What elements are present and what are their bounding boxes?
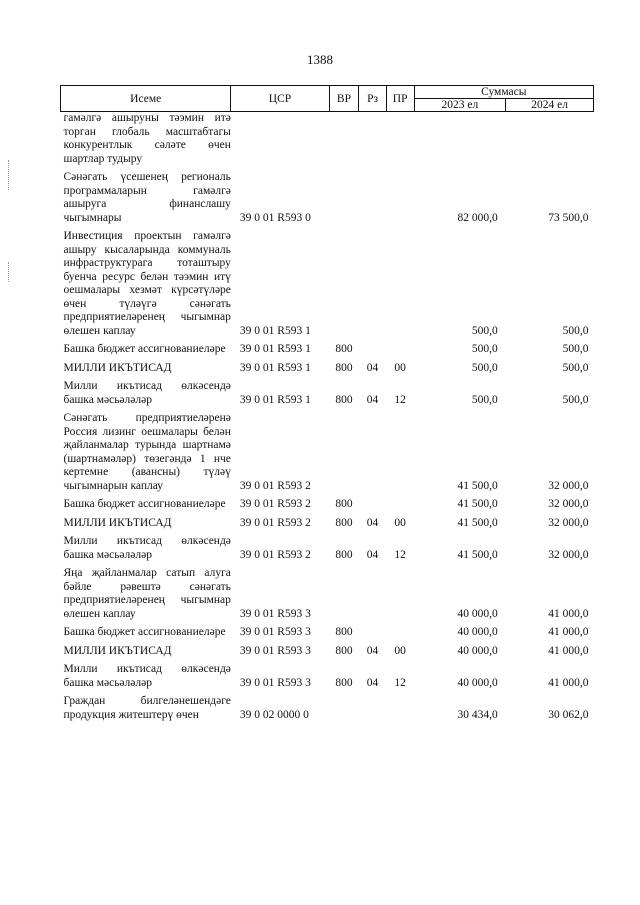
- row-name: МИЛЛИ ИКЪТИСАД: [63, 644, 172, 657]
- row-rz: 04: [366, 361, 379, 374]
- row-csr: 39 0 01 R593 3: [239, 626, 311, 638]
- row-sum-2023: 30 434,0: [457, 708, 498, 721]
- row-pr: [386, 567, 414, 626]
- row-rz: [359, 171, 386, 230]
- row-sum-2024: 41 000,0: [548, 644, 589, 657]
- row-csr: 39 0 01 R593 1: [239, 393, 311, 406]
- row-vr: 800: [335, 548, 353, 561]
- row-rz: [359, 112, 386, 172]
- row-sum-2023: 41 500,0: [457, 516, 498, 529]
- row-name: Башка бюджет ассигнованиеләре: [63, 626, 226, 638]
- row-sum-2023: 41 500,0: [457, 548, 498, 561]
- row-vr: [329, 412, 359, 498]
- row-csr: 39 0 01 R593 0: [239, 211, 311, 224]
- row-name: МИЛЛИ ИКЪТИСАД: [63, 361, 172, 374]
- header-csr: ЦСР: [231, 86, 329, 112]
- row-vr: [329, 567, 359, 626]
- row-vr: 800: [335, 676, 353, 689]
- row-sum-2023: 500,0: [471, 361, 498, 374]
- row-name: Башка бюджет ассигнованиеләре: [63, 343, 226, 355]
- margin-mark: [8, 262, 10, 282]
- table-row: [61, 230, 594, 343]
- row-sum-2023: 40 000,0: [457, 607, 498, 620]
- row-name: гамәлгә ашыруны тәэмин итә торган глобаль масштабтагы конкурентлык сәләте өчен шартлар тудыру: [63, 112, 231, 165]
- table-row: [61, 498, 594, 517]
- row-sum-2024: 32 000,0: [548, 498, 589, 510]
- row-csr: 39 0 01 R593 3: [239, 644, 311, 657]
- row-rz: 04: [366, 393, 379, 406]
- header-year-2024: 2024 ел: [506, 99, 594, 112]
- row-csr: 39 0 02 0000 0: [239, 708, 309, 721]
- table-row: [61, 645, 594, 664]
- row-name: Яңа җайланмалар сатып алуга бәйле рәвештә сәнәгать предприятиеләренең чыгымнар өлешен каплау: [63, 567, 231, 620]
- row-sum-2024: 32 000,0: [548, 516, 589, 529]
- row-sum-2024: 500,0: [562, 343, 589, 355]
- row-csr: 39 0 01 R593 1: [239, 343, 311, 355]
- row-pr: 00: [394, 361, 406, 374]
- row-rz: [359, 695, 386, 727]
- table-row: [61, 535, 594, 567]
- row-name: Инвестиция проектын гамәлгә ашыру кысаларында коммуналь инфраструктурага тоташтыру буенча ресурс белән тәэмин итү оешмалары хезмәт күрсәтүләре өчен түләүгә сәнәгать предприятиеләренең чыгымнар өлешен каплау: [63, 230, 231, 337]
- row-name: Милли икътисад өлкәсендә башка мәсьәләләр: [63, 535, 231, 561]
- table-row: [61, 663, 594, 695]
- row-sum-2023: 40 000,0: [457, 626, 498, 638]
- header-vr: ВР: [329, 86, 359, 112]
- row-pr: [386, 498, 414, 517]
- table-row: [61, 362, 594, 381]
- header-pr: ПР: [386, 86, 414, 112]
- budget-table: [60, 85, 594, 727]
- table-row: [61, 517, 594, 536]
- row-rz: [359, 343, 386, 362]
- row-rz: [359, 567, 386, 626]
- row-csr: 39 0 01 R593 1: [239, 324, 311, 337]
- row-sum-2023: 41 500,0: [457, 479, 498, 492]
- row-sum-2023: 40 000,0: [457, 676, 498, 689]
- row-vr: 800: [335, 516, 353, 529]
- row-sum-2023: 41 500,0: [457, 498, 498, 510]
- row-sum-2024: 32 000,0: [548, 479, 589, 492]
- table-row: [61, 626, 594, 645]
- margin-mark: [8, 160, 10, 190]
- row-pr: [386, 626, 414, 645]
- row-rz: [359, 230, 386, 343]
- row-pr: [386, 343, 414, 362]
- row-vr: 800: [335, 393, 353, 406]
- row-sum-2023: 500,0: [471, 324, 498, 337]
- table-row: [61, 412, 594, 498]
- table-row: [61, 695, 594, 727]
- row-vr: [329, 230, 359, 343]
- page-number: 1388: [307, 52, 333, 67]
- row-sum-2024: 41 000,0: [548, 607, 589, 620]
- row-vr: 800: [335, 498, 353, 510]
- row-sum-2023: 500,0: [471, 343, 498, 355]
- row-pr: 00: [394, 516, 406, 529]
- header-sums: Суммасы: [414, 86, 593, 99]
- row-name: Башка бюджет ассигнованиеләре: [63, 498, 226, 510]
- row-vr: [329, 171, 359, 230]
- row-csr: 39 0 01 R593 1: [239, 361, 311, 374]
- row-pr: 00: [394, 644, 406, 657]
- row-rz: 04: [366, 676, 379, 689]
- row-csr: 39 0 01 R593 2: [239, 498, 311, 510]
- row-csr: 39 0 01 R593 3: [239, 676, 311, 689]
- table-row: [61, 112, 594, 172]
- row-rz: [359, 626, 386, 645]
- row-vr: [329, 112, 359, 172]
- header-name: Исеме: [61, 86, 231, 112]
- row-csr: 39 0 01 R593 2: [239, 548, 311, 561]
- row-sum-2023: 40 000,0: [457, 644, 498, 657]
- row-sum-2024: 500,0: [562, 393, 589, 406]
- row-sum-2023: 500,0: [471, 393, 498, 406]
- row-sum-2023: [414, 112, 506, 172]
- row-pr: 12: [394, 676, 406, 689]
- row-pr: 12: [394, 548, 406, 561]
- header-rz: Рз: [359, 86, 386, 112]
- row-rz: 04: [366, 516, 379, 529]
- row-vr: 800: [335, 644, 353, 657]
- row-sum-2024: 500,0: [562, 361, 589, 374]
- row-pr: [386, 230, 414, 343]
- row-vr: [329, 695, 359, 727]
- row-pr: 12: [394, 393, 406, 406]
- row-pr: [386, 695, 414, 727]
- row-name: Милли икътисад өлкәсендә башка мәсьәләләр: [63, 663, 231, 689]
- row-pr: [386, 171, 414, 230]
- row-csr: 39 0 01 R593 2: [239, 516, 311, 529]
- row-sum-2024: [506, 112, 594, 172]
- row-vr: 800: [335, 343, 353, 355]
- row-csr: 39 0 01 R593 2: [239, 479, 311, 492]
- row-sum-2024: 73 500,0: [548, 211, 589, 224]
- table-header: [61, 86, 594, 112]
- row-name: Сәнәгать үсешенең региональ программаларын гамәлгә ашыруга финанслашу чыгымнары: [63, 171, 231, 224]
- row-name: Граждан билгеләнешендәге продукция житештерү өчен: [63, 695, 231, 721]
- row-sum-2024: 41 000,0: [548, 676, 589, 689]
- table-body: [61, 112, 594, 728]
- row-rz: [359, 498, 386, 517]
- row-name: МИЛЛИ ИКЪТИСАД: [63, 516, 172, 529]
- table-row: [61, 380, 594, 412]
- row-sum-2024: 500,0: [562, 324, 589, 337]
- row-sum-2024: 32 000,0: [548, 548, 589, 561]
- row-pr: [386, 112, 414, 172]
- row-rz: [359, 412, 386, 498]
- table-row: [61, 567, 594, 626]
- row-name: Милли икътисад өлкәсендә башка мәсьәләләр: [63, 380, 231, 406]
- row-csr: 39 0 01 R593 3: [239, 607, 311, 620]
- row-csr: [231, 112, 329, 172]
- row-sum-2023: 82 000,0: [457, 211, 498, 224]
- row-name: Сәнәгать предприятиеләренә Россия лизинг оешмалары белән җайланмалар турында шартнамә (шартнамәләр) төзегәндә 1 нче кертемне (авансны) түләү чыгымнарын каплау: [63, 412, 231, 492]
- row-vr: 800: [335, 361, 353, 374]
- row-vr: 800: [335, 626, 353, 638]
- row-rz: 04: [366, 548, 379, 561]
- row-sum-2024: 30 062,0: [548, 708, 589, 721]
- table-row: [61, 171, 594, 230]
- row-pr: [386, 412, 414, 498]
- row-sum-2024: 41 000,0: [548, 626, 589, 638]
- row-rz: 04: [366, 644, 379, 657]
- header-year-2023: 2023 ел: [414, 99, 506, 112]
- table-row: [61, 343, 594, 362]
